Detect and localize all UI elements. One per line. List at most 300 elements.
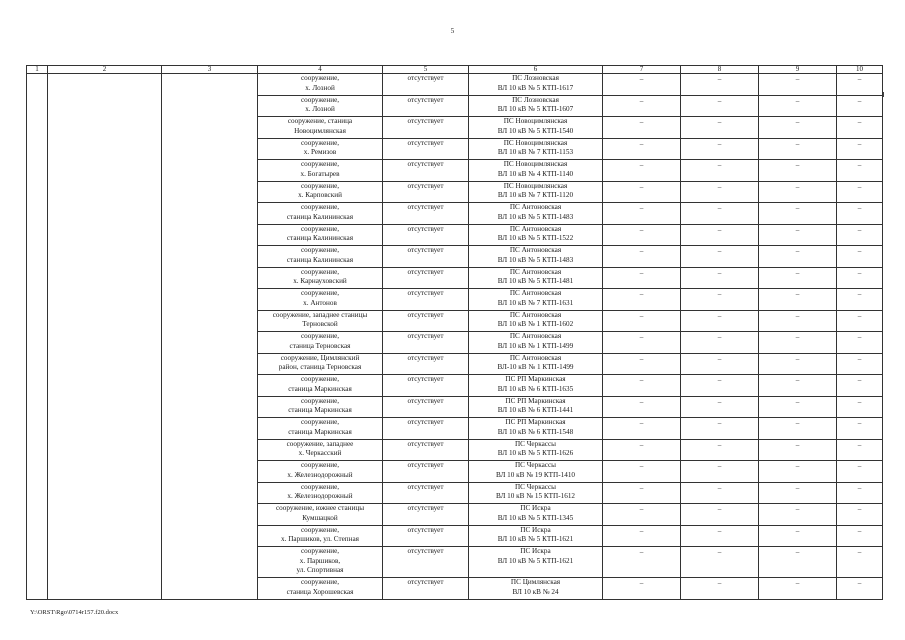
power-line-cell xyxy=(469,461,603,483)
dash-cell-c8 xyxy=(681,95,759,117)
dash-cell-c9 xyxy=(759,74,837,96)
power-line-text: ПС Антоновская xyxy=(509,246,562,254)
dash-cell-c10 xyxy=(837,525,883,547)
power-line-text: ПС РП Маркинская xyxy=(505,418,566,426)
dash-mark: – xyxy=(717,354,722,363)
column-header: 3 xyxy=(162,66,258,74)
dash-mark: – xyxy=(857,579,862,587)
column-header: 2 xyxy=(48,66,162,74)
dash-cell-c7 xyxy=(603,504,681,526)
power-line-cell xyxy=(469,95,603,117)
power-line-cell xyxy=(469,310,603,332)
col-3-cell xyxy=(162,74,258,600)
dash-mark: – xyxy=(639,161,644,169)
dash-cell-c10 xyxy=(837,375,883,397)
dash-mark: – xyxy=(857,225,862,234)
dash-mark: – xyxy=(795,161,800,169)
dash-cell-c9 xyxy=(759,461,837,483)
dash-mark: – xyxy=(717,376,722,384)
power-line-text: ПС Антоновская xyxy=(509,310,562,319)
location-line: сооружение, xyxy=(300,418,340,426)
column-header: 8 xyxy=(681,66,759,74)
location-line: станица Калининская xyxy=(286,234,354,242)
dash-mark: – xyxy=(795,139,800,148)
power-line-text: ПС Антоновская xyxy=(509,203,562,211)
power-line-text: ПС Искра xyxy=(520,547,551,555)
status-cell: отсутствует xyxy=(383,353,469,375)
dash-cell-c7 xyxy=(603,439,681,461)
dash-cell-c8 xyxy=(681,310,759,332)
location-line: сооружение, xyxy=(300,203,340,211)
status-cell: отсутствует xyxy=(383,289,469,311)
dash-cell-c7 xyxy=(603,181,681,203)
location-line: Кумшацкой xyxy=(302,513,338,522)
location-line: сооружение, xyxy=(300,482,340,491)
location-cell xyxy=(258,95,383,117)
dash-mark: – xyxy=(717,268,722,277)
dash-cell-c9 xyxy=(759,418,837,440)
power-line-text: ВЛ 10 кВ № 5 КТП-1621 xyxy=(497,556,574,565)
location-line: Новоцимлянская xyxy=(294,126,346,135)
power-line-cell xyxy=(469,439,603,461)
power-line-text: ВЛ 10 кВ № 7 КТП-1631 xyxy=(497,298,574,307)
location-line: сооружение, Цимлянский xyxy=(280,353,360,362)
status-cell: отсутствует xyxy=(383,160,469,182)
dash-mark: – xyxy=(857,139,862,148)
dash-cell-c7 xyxy=(603,74,681,96)
dash-cell-c7 xyxy=(603,353,681,375)
dash-mark: – xyxy=(795,96,800,105)
dash-cell-c7 xyxy=(603,547,681,578)
dash-cell-c10 xyxy=(837,224,883,246)
dash-cell-c10 xyxy=(837,138,883,160)
dash-mark: – xyxy=(795,526,800,535)
dash-mark: – xyxy=(717,505,722,513)
table-row xyxy=(27,74,883,96)
power-line-text: ВЛ 10 кВ № 5 КТП-1617 xyxy=(497,83,574,92)
location-cell xyxy=(258,578,383,600)
dash-mark: – xyxy=(795,75,800,83)
dash-cell-c9 xyxy=(759,353,837,375)
dash-mark: – xyxy=(639,118,644,126)
dash-mark: – xyxy=(795,397,800,406)
power-line-text: ВЛ 10 кВ № 5 КТП-1540 xyxy=(497,126,574,135)
dash-cell-c7 xyxy=(603,246,681,268)
dash-mark: – xyxy=(639,483,644,492)
dash-cell-c9 xyxy=(759,95,837,117)
dash-mark: – xyxy=(795,419,800,427)
location-line: станица Терновская xyxy=(289,341,351,350)
power-line-text: ВЛ 10 кВ № 6 КТП-1635 xyxy=(497,384,574,393)
location-line: сооружение, xyxy=(300,224,340,233)
power-line-text: ПС РП Маркинская xyxy=(505,396,566,405)
column-header: 1 xyxy=(27,66,48,74)
dash-cell-c9 xyxy=(759,578,837,600)
dash-cell-c8 xyxy=(681,461,759,483)
power-line-text: ПС Новоцимлянская xyxy=(503,181,568,190)
power-line-cell xyxy=(469,267,603,289)
dash-mark: – xyxy=(795,204,800,212)
dash-cell-c9 xyxy=(759,396,837,418)
dash-mark: – xyxy=(639,139,644,148)
dash-cell-c7 xyxy=(603,332,681,354)
dash-mark: – xyxy=(795,548,800,556)
power-line-text: ПС Черкассы xyxy=(514,439,557,448)
dash-cell-c9 xyxy=(759,525,837,547)
location-line: сооружение, xyxy=(300,95,340,104)
dash-mark: – xyxy=(857,333,862,341)
dash-mark: – xyxy=(639,376,644,384)
dash-mark: – xyxy=(639,333,644,341)
location-line: сооружение, xyxy=(300,461,340,469)
status-cell: отсутствует xyxy=(383,504,469,526)
power-line-text: ПС Искра xyxy=(520,504,551,512)
power-line-cell xyxy=(469,353,603,375)
dash-mark: – xyxy=(857,440,862,449)
power-line-cell xyxy=(469,525,603,547)
dash-cell-c7 xyxy=(603,461,681,483)
dash-cell-c10 xyxy=(837,353,883,375)
dash-mark: – xyxy=(717,419,722,427)
power-line-text: ПС Черкассы xyxy=(514,482,557,491)
dash-cell-c9 xyxy=(759,203,837,225)
location-cell xyxy=(258,332,383,354)
power-line-cell xyxy=(469,203,603,225)
location-line: станица Калининская xyxy=(286,212,354,221)
dash-cell-c8 xyxy=(681,74,759,96)
dash-mark: – xyxy=(717,182,722,191)
location-line: станица Маркинская xyxy=(288,384,352,393)
location-line: станица Хорошевская xyxy=(286,587,354,596)
location-line: х. Карповский xyxy=(298,191,342,199)
power-line-text: ВЛ 10 кВ № 5 КТП-1483 xyxy=(497,255,574,264)
dash-mark: – xyxy=(795,118,800,126)
dash-mark: – xyxy=(857,419,862,427)
dash-cell-c10 xyxy=(837,181,883,203)
power-line-cell xyxy=(469,375,603,397)
power-line-text: ПС Лозновская xyxy=(512,74,559,82)
location-line: сооружение, xyxy=(300,547,340,555)
power-line-text: ВЛ 10 кВ № 5 КТП-1481 xyxy=(497,277,574,285)
dash-mark: – xyxy=(639,462,644,470)
dash-cell-c8 xyxy=(681,181,759,203)
footer-file-path: Y:\ORST\Rgo\0714r157.f20.docx xyxy=(30,609,119,616)
dash-cell-c7 xyxy=(603,525,681,547)
power-line-cell xyxy=(469,332,603,354)
dash-cell-c8 xyxy=(681,246,759,268)
location-line: х. Лозной xyxy=(305,83,335,92)
status-cell: отсутствует xyxy=(383,547,469,578)
location-line: станица Маркинская xyxy=(288,427,352,436)
dash-mark: – xyxy=(639,548,644,556)
location-line: сооружение, станица xyxy=(287,117,353,125)
dash-cell-c7 xyxy=(603,578,681,600)
location-line: Терновской xyxy=(302,320,338,328)
location-line: сооружение, южнее станицы xyxy=(275,504,365,512)
location-line: х. Паршиков, xyxy=(299,556,341,565)
power-line-cell xyxy=(469,547,603,578)
dash-mark: – xyxy=(717,247,722,255)
dash-mark: – xyxy=(639,204,644,212)
dash-mark: – xyxy=(795,290,800,298)
dash-cell-c8 xyxy=(681,396,759,418)
dash-cell-c10 xyxy=(837,246,883,268)
power-line-cell xyxy=(469,504,603,526)
dash-mark: – xyxy=(639,182,644,191)
dash-mark: – xyxy=(717,462,722,470)
power-line-text: ВЛ 10 кВ № 5 КТП-1621 xyxy=(497,535,574,543)
dash-mark: – xyxy=(717,526,722,535)
dash-cell-c10 xyxy=(837,547,883,578)
location-cell xyxy=(258,525,383,547)
location-cell xyxy=(258,181,383,203)
location-line: сооружение, xyxy=(300,246,340,254)
dash-cell-c9 xyxy=(759,224,837,246)
location-line: ул. Спортивная xyxy=(296,566,344,574)
dash-mark: – xyxy=(717,75,722,83)
dash-mark: – xyxy=(857,505,862,513)
page-number: 5 xyxy=(450,27,455,35)
power-line-text: ВЛ 10 кВ № 1 КТП-1602 xyxy=(497,320,574,328)
dash-cell-c9 xyxy=(759,547,837,578)
dash-mark: – xyxy=(795,182,800,191)
dash-cell-c7 xyxy=(603,289,681,311)
location-cell xyxy=(258,246,383,268)
dash-cell-c10 xyxy=(837,578,883,600)
dash-cell-c10 xyxy=(837,117,883,139)
dash-cell-c7 xyxy=(603,418,681,440)
dash-mark: – xyxy=(639,505,644,513)
power-line-text: ПС Новоцимлянская xyxy=(503,117,568,125)
dash-mark: – xyxy=(857,161,862,169)
dash-cell-c8 xyxy=(681,160,759,182)
dash-cell-c9 xyxy=(759,482,837,504)
location-line: сооружение, xyxy=(300,332,340,340)
dash-cell-c8 xyxy=(681,203,759,225)
dash-mark: – xyxy=(639,526,644,535)
status-cell: отсутствует xyxy=(383,461,469,483)
dash-cell-c8 xyxy=(681,504,759,526)
dash-cell-c8 xyxy=(681,267,759,289)
location-cell xyxy=(258,138,383,160)
location-line: сооружение, западнее xyxy=(286,439,354,448)
location-line: сооружение, xyxy=(300,74,340,82)
status-cell: отсутствует xyxy=(383,181,469,203)
power-line-cell xyxy=(469,482,603,504)
dash-cell-c8 xyxy=(681,289,759,311)
margin-mark xyxy=(883,92,884,97)
dash-mark: – xyxy=(639,225,644,234)
column-header: 4 xyxy=(258,66,383,74)
dash-cell-c9 xyxy=(759,246,837,268)
location-cell xyxy=(258,418,383,440)
dash-cell-c9 xyxy=(759,181,837,203)
location-cell xyxy=(258,289,383,311)
dash-mark: – xyxy=(639,247,644,255)
power-line-text: ПС Новоцимлянская xyxy=(503,138,568,147)
dash-cell-c7 xyxy=(603,482,681,504)
dash-mark: – xyxy=(857,118,862,126)
dash-mark: – xyxy=(795,225,800,234)
location-line: х. Лозной xyxy=(305,105,335,113)
dash-mark: – xyxy=(639,75,644,83)
dash-mark: – xyxy=(717,483,722,492)
status-cell: отсутствует xyxy=(383,439,469,461)
power-line-text: ПС Новоцимлянская xyxy=(503,160,568,168)
power-line-text: ПС Цимлянская xyxy=(510,578,561,586)
location-line: сооружение, xyxy=(300,375,340,383)
power-line-text: ВЛ 10 кВ № 7 КТП-1153 xyxy=(497,148,574,156)
status-cell: отсутствует xyxy=(383,203,469,225)
location-line: х. Паршиков, ул. Степная xyxy=(281,535,359,543)
dash-cell-c10 xyxy=(837,461,883,483)
location-cell xyxy=(258,353,383,375)
dash-mark: – xyxy=(857,397,862,406)
dash-mark: – xyxy=(639,354,644,363)
power-line-cell xyxy=(469,578,603,600)
dash-mark: – xyxy=(639,397,644,406)
status-cell: отсутствует xyxy=(383,74,469,96)
status-cell: отсутствует xyxy=(383,224,469,246)
dash-mark: – xyxy=(717,440,722,449)
dash-cell-c9 xyxy=(759,289,837,311)
dash-mark: – xyxy=(717,225,722,234)
power-line-text: ВЛ 10 кВ № 5 КТП-1345 xyxy=(497,513,574,522)
dash-mark: – xyxy=(857,75,862,83)
dash-mark: – xyxy=(857,290,862,298)
dash-mark: – xyxy=(857,483,862,492)
status-cell: отсутствует xyxy=(383,117,469,139)
column-header: 6 xyxy=(469,66,603,74)
dash-mark: – xyxy=(717,333,722,341)
location-line: х. Карнауховский xyxy=(293,277,347,285)
dash-cell-c10 xyxy=(837,439,883,461)
dash-mark: – xyxy=(795,483,800,492)
location-line: х. Железнодорожный xyxy=(287,492,353,500)
dash-mark: – xyxy=(639,290,644,298)
power-line-text: ВЛ 10 кВ № 24 xyxy=(512,587,559,596)
dash-cell-c9 xyxy=(759,267,837,289)
column-header: 9 xyxy=(759,66,837,74)
power-line-text: ВЛ 10 кВ № 5 КТП-1626 xyxy=(497,449,574,457)
dash-mark: – xyxy=(857,376,862,384)
dash-mark: – xyxy=(857,548,862,556)
power-line-cell xyxy=(469,160,603,182)
dash-cell-c7 xyxy=(603,224,681,246)
location-cell xyxy=(258,74,383,96)
power-line-cell xyxy=(469,224,603,246)
location-line: х. Черкасский xyxy=(298,449,342,457)
dash-cell-c10 xyxy=(837,203,883,225)
dash-mark: – xyxy=(795,376,800,384)
dash-cell-c8 xyxy=(681,439,759,461)
dash-mark: – xyxy=(795,579,800,587)
dash-mark: – xyxy=(639,579,644,587)
status-cell: отсутствует xyxy=(383,578,469,600)
power-line-text: ПС РП Маркинская xyxy=(505,375,566,383)
column-header: 10 xyxy=(837,66,883,74)
dash-cell-c7 xyxy=(603,310,681,332)
power-line-text: ПС Антоновская xyxy=(509,332,562,340)
status-cell: отсутствует xyxy=(383,246,469,268)
location-cell xyxy=(258,203,383,225)
dash-cell-c9 xyxy=(759,310,837,332)
col-2-cell xyxy=(48,74,162,600)
status-cell: отсутствует xyxy=(383,138,469,160)
location-cell xyxy=(258,310,383,332)
power-line-cell xyxy=(469,396,603,418)
dash-mark: – xyxy=(639,311,644,320)
status-cell: отсутствует xyxy=(383,482,469,504)
power-line-text: ПС Антоновская xyxy=(509,224,562,233)
location-line: сооружение, xyxy=(300,160,340,168)
dash-cell-c8 xyxy=(681,224,759,246)
power-line-text: ПС Антоновская xyxy=(509,353,562,362)
location-cell xyxy=(258,461,383,483)
power-line-text: ВЛ 10 кВ № 4 КТП-1140 xyxy=(497,169,574,178)
power-line-text: ВЛ 10 кВ № 19 КТП-1410 xyxy=(495,470,576,479)
column-header: 5 xyxy=(383,66,469,74)
dash-cell-c8 xyxy=(681,138,759,160)
dash-cell-c10 xyxy=(837,267,883,289)
dash-mark: – xyxy=(717,139,722,148)
dash-mark: – xyxy=(795,505,800,513)
dash-cell-c8 xyxy=(681,353,759,375)
status-cell: отсутствует xyxy=(383,418,469,440)
power-line-text: ПС Антоновская xyxy=(509,289,562,297)
dash-cell-c8 xyxy=(681,418,759,440)
power-line-text: ПС Искра xyxy=(520,525,551,534)
status-cell: отсутствует xyxy=(383,267,469,289)
dash-cell-c7 xyxy=(603,396,681,418)
location-line: сооружение, xyxy=(300,396,340,405)
location-line: станица Калининская xyxy=(286,255,354,264)
dash-cell-c9 xyxy=(759,375,837,397)
dash-mark: – xyxy=(717,118,722,126)
dash-cell-c8 xyxy=(681,482,759,504)
power-line-text: ВЛ 10 кВ № 5 КТП-1607 xyxy=(497,105,574,113)
dash-mark: – xyxy=(795,440,800,449)
dash-cell-c9 xyxy=(759,504,837,526)
status-cell: отсутствует xyxy=(383,310,469,332)
dash-mark: – xyxy=(717,579,722,587)
location-cell xyxy=(258,482,383,504)
dash-cell-c10 xyxy=(837,504,883,526)
dash-cell-c10 xyxy=(837,289,883,311)
status-cell: отсутствует xyxy=(383,525,469,547)
dash-cell-c7 xyxy=(603,138,681,160)
location-cell xyxy=(258,160,383,182)
location-line: сооружение, xyxy=(300,289,340,297)
dash-cell-c8 xyxy=(681,332,759,354)
power-line-cell xyxy=(469,246,603,268)
dash-cell-c7 xyxy=(603,117,681,139)
power-line-text: ВЛ 10 кВ № 6 КТП-1441 xyxy=(497,406,574,414)
dash-mark: – xyxy=(795,354,800,363)
power-line-text: ПС Черкассы xyxy=(514,461,557,469)
location-cell xyxy=(258,439,383,461)
dash-mark: – xyxy=(857,311,862,320)
power-line-cell xyxy=(469,117,603,139)
dash-cell-c10 xyxy=(837,95,883,117)
dash-cell-c7 xyxy=(603,160,681,182)
location-cell xyxy=(258,504,383,526)
dash-mark: – xyxy=(795,247,800,255)
dash-cell-c7 xyxy=(603,375,681,397)
dash-cell-c9 xyxy=(759,439,837,461)
location-line: сооружение, xyxy=(300,578,340,586)
dash-mark: – xyxy=(717,311,722,320)
